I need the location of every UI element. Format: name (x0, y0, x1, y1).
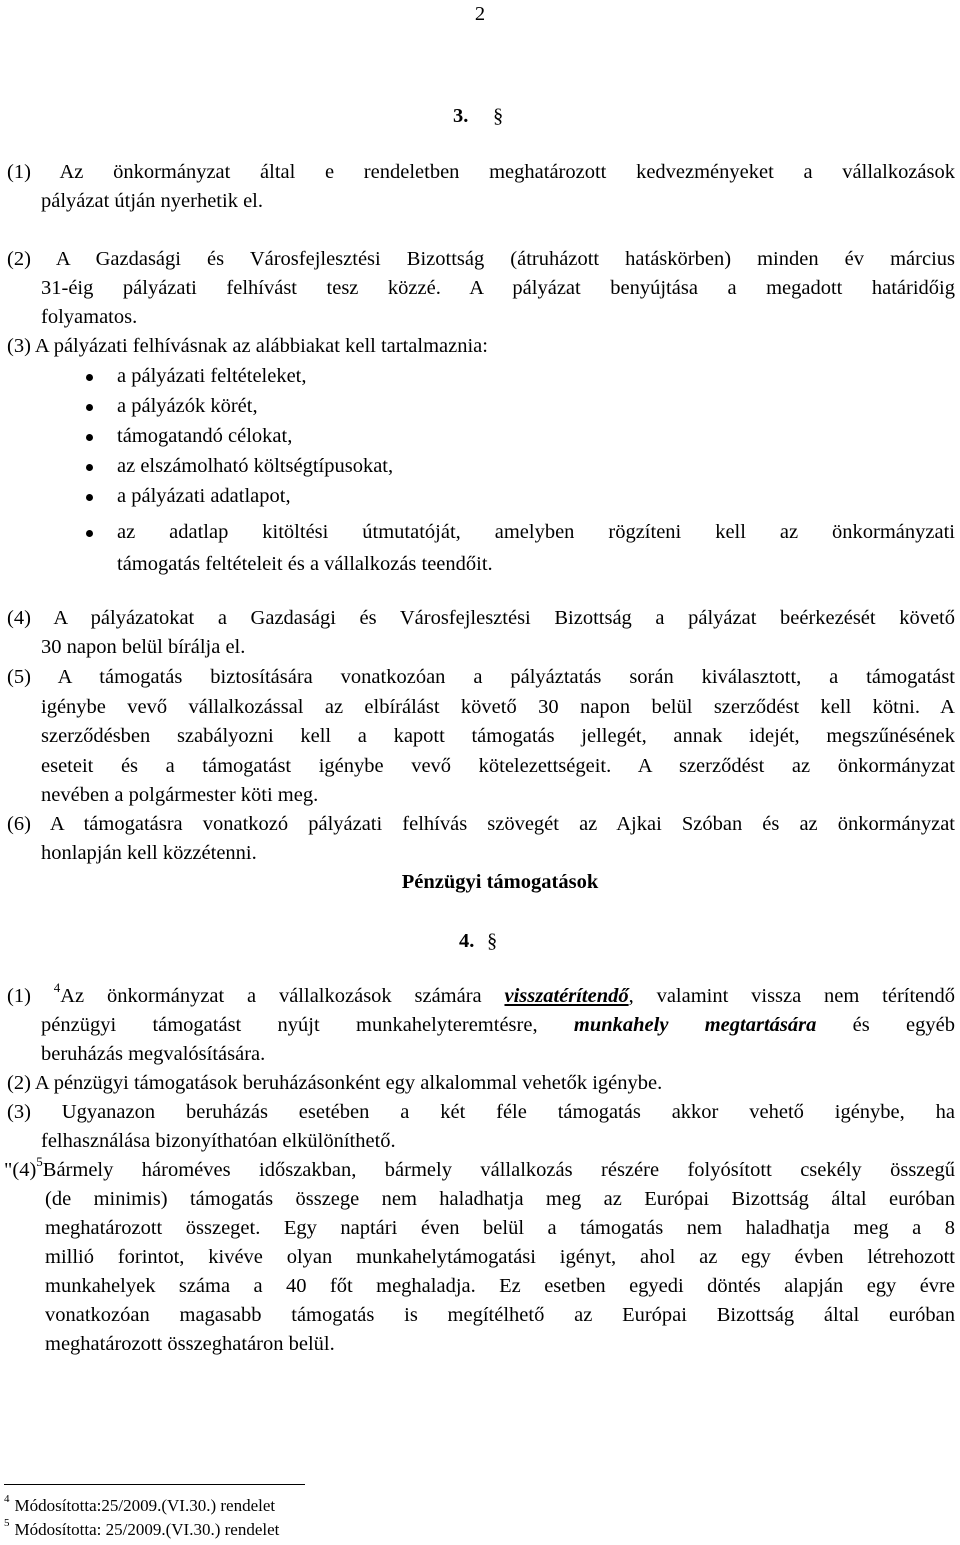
s4-p1-line3: beruházás megvalósítására. (41, 1043, 266, 1065)
s4-p4-line5: munkahelyek száma a 40 főt meghaladja. Ez esetben egyedi döntés alapján egy évre (45, 1275, 955, 1297)
s4-p4-line3: meghatározott összeget. Egy naptári éven belül a támogatás nem haladhatja meg a 8 (45, 1217, 955, 1239)
s4-p4-line2: (de minimis) támogatás összege nem haladhatja meg az Európai Bizottság által euróban (45, 1188, 955, 1210)
s4-p1-prefix: (1) (7, 985, 54, 1007)
s3-p4-line2: 30 napon belül bírálja el. (41, 636, 246, 658)
s4-p1-line1 (7, 980, 956, 1007)
s3-p1-line1: (1) Az önkormányzat által e rendeletben meghatározott kedvezményeket a vállalkozások (7, 161, 955, 183)
section-4-symbol: § (487, 930, 498, 952)
s4-p4-first: Bármely hároméves időszakban, bármely vállalkozás részére folyósított csekély összegű (42, 1159, 955, 1181)
s4-p4-line4: millió forintot, kivéve olyan munkahelytámogatási igényt, ahol az egy évben létrehozott (45, 1246, 955, 1268)
s3-p3-intro: (3) A pályázati felhívásnak az alábbiakat kell tartalmaznia: (7, 335, 488, 357)
s4-p2: (2) A pénzügyi támogatások beruházásonként egy alkalommal vehetők igénybe. (7, 1072, 663, 1094)
s3-p5-line4: eseteit és a támogatást igénybe vevő kötelezettségeit. A szerződést az önkormányzat (41, 755, 955, 777)
s4-p4-line7: meghatározott összeghatáron belül. (45, 1333, 335, 1355)
footnote-ref-4[interactable]: 4 (53, 980, 61, 995)
footnote-5 (4, 1517, 280, 1539)
footnote-5-num: 5 (4, 1517, 10, 1529)
s3-bullet-1: a pályázati feltételeket, (117, 365, 307, 387)
bullet-dot (86, 404, 93, 411)
footnote-4 (4, 1493, 276, 1515)
s3-p1-line2: pályázat útján nyerhetik el. (41, 190, 263, 212)
s3-bullet-2: a pályázók körét, (117, 395, 258, 417)
s3-p5-line5: nevében a polgármester köti meg. (41, 784, 319, 806)
s3-bullet-4: az elszámolható költségtípusokat, (117, 455, 394, 477)
footnote-4-num: 4 (4, 1493, 10, 1505)
s4-p4-line6: vonatkozóan magasabb támogatás is megítélhető az Európai Bizottság által euróban (45, 1304, 955, 1326)
s4-p1-text-a: Az önkormányzat a vállalkozások számára (60, 985, 505, 1007)
s3-p6-line1: (6) A támogatásra vonatkozó pályázati felhívás szövegét az Ajkai Szóban és az önkormányzat (7, 813, 955, 835)
footnote-5-text: Módosította: 25/2009.(VI.30.) rendelet (14, 1520, 280, 1539)
s4-p4-prefix: "(4) (4, 1159, 37, 1181)
s3-p6-line2: honlapján kell közzétenni. (41, 842, 257, 864)
s3-bullet-6-line2: támogatás feltételeit és a vállalkozás teendőit. (117, 553, 493, 575)
section-4-number: 4. (459, 930, 475, 952)
s3-p4-line1: (4) A pályázatokat a Gazdasági és Városfejlesztési Bizottság a pályázat beérkezését követő (7, 607, 955, 629)
s4-p3-line2: felhasználása bizonyíthatóan elkülöníthető. (41, 1130, 396, 1152)
s4-p1-line2-a: pénzügyi támogatást nyújt munkahelyteremtésre, (41, 1014, 574, 1036)
s3-p5-line1: (5) A támogatás biztosítására vonatkozóan a pályáztatás során kiválasztott, a támogatást (7, 666, 955, 688)
s4-p4-line1 (4, 1154, 955, 1181)
s3-p2-line2: 31-éig pályázati felhívást tesz közzé. A pályázat benyújtása a megadott határidőig (41, 277, 955, 299)
bullet-dot (86, 374, 93, 381)
s3-p2-line3: folyamatos. (41, 306, 138, 328)
section-3-symbol: § (493, 105, 504, 127)
s4-p1-emph-1: visszatérítendő (504, 985, 629, 1007)
bullet-dot (86, 434, 93, 441)
s3-bullet-3: támogatandó célokat, (117, 425, 293, 447)
s3-p5-line2: igénybe vevő vállalkozással az elbírálást követő 30 napon belül szerződést kell kötni. A (41, 696, 955, 718)
s4-p1-line2 (41, 1015, 955, 1036)
s4-p1-emph-2: munkahely megtartására (573, 1014, 817, 1036)
footnote-4-text: Módosította:25/2009.(VI.30.) rendelet (14, 1496, 276, 1515)
bullet-dot (86, 494, 93, 501)
section-3-number: 3. (453, 105, 469, 127)
footnote-separator (4, 1484, 305, 1485)
s3-p2-line1: (2) A Gazdasági és Városfejlesztési Bizottság (átruházott hatáskörben) minden év március (7, 248, 955, 270)
bullet-dot (86, 530, 93, 537)
s3-p5-line3: szerződésben szabályozni kell a kapott támogatás jellegét, annak idejét, megszűnésének (41, 725, 955, 747)
s4-p3-line1: (3) Ugyanazon beruházás esetében a két féle támogatás akkor vehető igénybe, ha (7, 1101, 955, 1123)
section-4-title: Pénzügyi támogatások (401, 871, 599, 893)
s4-p1-line2-b: és egyéb (816, 1014, 955, 1036)
page-number: 2 (474, 3, 486, 25)
s4-p1-text-b: , valamint vissza nem térítendő (628, 985, 956, 1007)
footnote-ref-5[interactable]: 5 (36, 1154, 43, 1169)
bullet-dot (86, 464, 93, 471)
s3-bullet-6-line1: az adatlap kitöltési útmutatóját, amelyben rögzíteni kell az önkormányzati (117, 521, 955, 543)
s3-bullet-5: a pályázati adatlapot, (117, 485, 291, 507)
